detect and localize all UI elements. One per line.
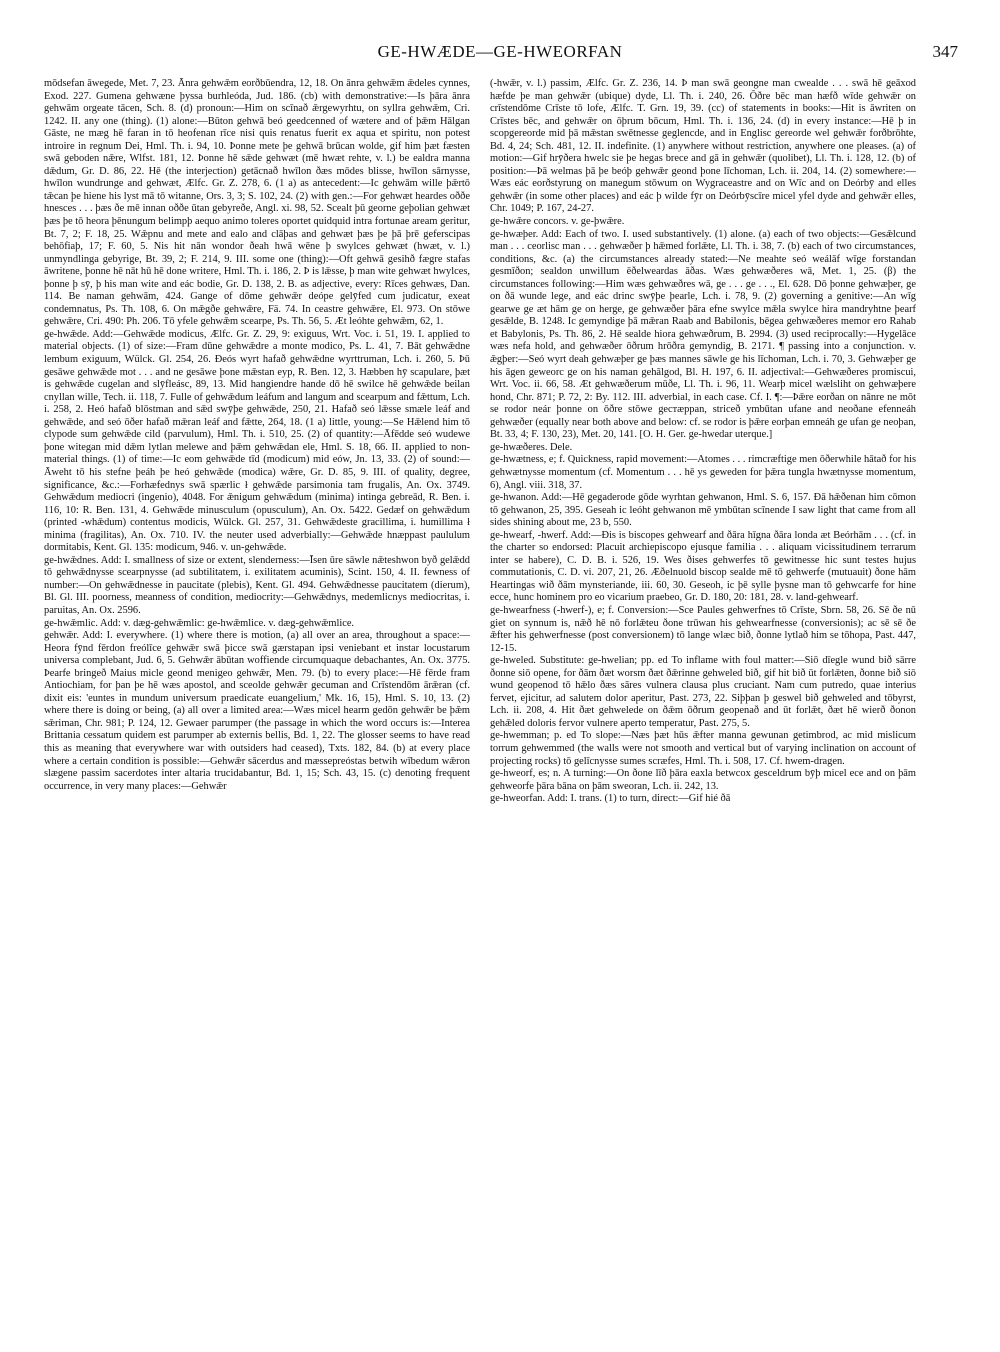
entry-ge-hweorfan: ge-hweorfan. Add: I. trans. (1) to turn, direct:—Gif hié ðā	[490, 793, 731, 805]
entry-ge-hwaether: ge-hwæþer. Add: Each of two. I. used substantively. (1) alone. (a) each of two objects:—Gesǣlcund man . . . ceorlisc man . . . gehwæðer þ hǣmed forlǣte, Ll. Th. i. 38, 7. (b) each of two circumstances, conditions, &c. (a) the circumstances already stated:—Ne meahte seó weálāf wīge forstandan gesmīðon; sealdon unwillum ēðelweardas āðas. Wæs gehwæðeres wā, Met. 1, 25. (β) the circumstances following:—Him wæs gehwæðres wā, ge . . . ge . . ., El. 628. Dō þonne gehwæþer, ge on ðā wunde lege, and eác drinc swȳþe þearle, Lch. i. 78, 9. (2) governing a genitive:—An wīg gearwe ge æt hām ge on herge, ge gehwæðer þāra efne swylce mǣla swylce hira mandryhtne þearf gesǣlde, B. 1248. Ic gemyndige þā mǣran Raab and Babilonis, bēgea gehwæðeres memor ero Rahab et Babylonis, Ps. Th. 86, 2. Hē sealde hiora gehwæðrum, B. 2994. (3) used reciprocally:—Hygelāce wæs nefa hold, and gehwæðer ōðrum hrōðra gemyndig, B. 2171. ¶ passing into a conjunction. v. ǣgþer:—Seó wyrt deah gehwæþer ge þæs mannes sāwle ge his līchoman, Lch. i. 70, 3. Gehwæþer ge his āgen geweorc ge on his naman gehālgod, Bl. H. 197, 6. II. adjectival:—Gehwæðeres promiscui, Wrt. Voc. ii. 66, 58. Æt gehwæðerum mūðe, Ll. Th. i. 96, 11. Wearþ micel wælsliht on gehwæþere hond, Chr. 871; P. 72, 2: By. 112. III. adverbial, in each case. Cf. I. ¶:—Þǣre eorðan on nānre ne mōt se rodor neár þonne on ōðre stōwe geстæppan, striceð ymbūtan ufane and neoðane efenneáh gehwæðer (equally near both above and below: cf. se rodor is þǣre eorþan emneáh ge ufan ge neoþan, Bt. 33, 4; F. 130, 23), Met. 20, 141. [O. H. Ger. ge-hwedar uterque.]	[490, 228, 916, 441]
page-number: 347	[932, 42, 958, 61]
entry-ge-hwaetheres: ge-hwæðeres. Dele.	[490, 441, 573, 453]
left-column	[44, 78, 470, 1340]
entry-gehwaer: gehwǣr. Add: I. everywhere. (1) where there is motion, (a) all over an area, throughout a space:—Heora fȳnd fērdon freólīce gehwǣr swā þicce swā gærstapan ipsi veniebant et instar locustarum universa complebant, Jud. 6, 5. Gehwǣr ābūtan woffiende circumquaque debachantes, An. Ox. 3775. Þearfe bringeð Maius micle geond menigeo gehwǣr, Men. 79. (b) to every place:—Hē fērde fram Antiochiam, for þan þe hē wæs apostol, and sceolde gehwǣr gecuman and Crīstendōm ārǣran (cf. dixit eis: 'euntes in mundum universum praedicate euangelium,' Mk. 16, 15), Hml. S. 10, 13. (2) where there is doing or being, (a) all over a limited area:—Wæs micel hearm gedōn gehwǣr be þǣm sǣriman, Chr. 981; P. 124, 12. Gewaer parumper (the passage in which the word occurs is:—Interea Brittania cessatum quidem est parumper ab externis bellis, Bd. 1, 22. The glosser seems to have read this as meaning that everywhere war with outsiders had ceased), Txts. 182, 84. (b) at every place where a certain condition is possible:—Gehwǣr sācerdus and mæssepreóstas betwih wībedum wǣron slægene passim sacerdotes inter altaria trucidabantur, Bd. 1, 15; Sch. 43, 15. (c) denoting frequent occurrence, in very many places:—Gehwǣr	[44, 630, 470, 792]
entry-ge-hwaetness: ge-hwætness, e; f. Quickness, rapid movement:—Atomes . . . rimcræftige men ōðerwhile hātað for his gehwætnysse momentum (cf. Momentum . . . hē ys geweden for þǣra tungla hwætnysse momentum, 6), Angl. viii. 318, 37.	[490, 454, 916, 491]
entry-continuation-gehwa: mōdsefan āwegede, Met. 7, 23. Ānra gehwǣm eorðbūendra, 12, 18. On ānra gehwǣm ǣdeles cynnes, Exod. 227. Gumena gehwæne þyssa burhleóda, Jud. 186. (cb) with demonstrative:—Is þāra ānra gehwām orgeate tācen, Sch. 8. (d) pronoun:—Him on scīnað ǣrgewyrhtu, on syllra gehwǣm, Cri. 1242. II. any one (thing). (1) alone:—Būton gehwā beó geedcenned of wætere and of þǣm Hālgan Gāste, ne mæg hē faran in tō heofenan rīce nisi quis renatus fuerit ex aqua et spiritu, non potest introire in regnum Dei, Hml. Th. i. 94, 10. Þonne mete þe gehwā brūcan wolde, gif him þæt fæsten swā geboden nǣre, Wlfst. 181, 12. Þonne hē sǣde gehwæt (mē hwæt rehte, v. l.) be ealdra manna dǣdum, Gr. D. 86, 22. Hē (the interjection) getācnað hwīlon ðæs mōdes blisse, hwīlon sārnysse, hwīlon wundrunge and gehwæt, Ælfc. Gr. Z. 278, 6. (1 a) as antecedent:—Ic gehwām wille þǣrtō tǣcan þe hiene his lyst mā tō witanne, Ors. 3, 3; S. 102, 24. (2) with gen.:—For gehwæt heardes oððe hnesces . . . þæs ðe mē innan oððe ūtan gebyreðe, Angl. xi. 98, 52. Scealt þū georne geþolian gehwæt þæs þe tō heora þēnungum belimpþ aequo animo toleres oportet quidquid intra fortunae aream geritur, Bt. 7, 2; F. 18, 25. Wǣpnu and mete and ealo and clāþas and gehwæt þæs þe þā þrē geferscipas behōfiaþ, 17; F. 60, 5. Nis hit nān wondor ðeah hwā wēne þ swylces gehwæt (hwæt, v. l.) unmyndlinga gebyrige, Bt. 39, 2; F. 214, 9. III. some one (thing):—Oft gehwā gesihð fægre stafas āwritene, þonne hē nāt hū hē done writere, Hml. Th. i. 186, 2. Þ is lǣsse, þ man wite gehwæt hwylces, þonne þ sȳ, þ his man wite and eác bodie, Gr. D. 138, 2. B. as adjective, every: Rīces gehwæs, Dan. 114. Be naman gehwām, 424. Gange of dōme gehwǣr deópe gelȳfed cum judicatur, exeat condemnatus, Ps. Th. 108, 6. On mǣgðe gehwǣre, Fä. 74. In ceastre gehwǣre, El. 973. On stōwe gehwǣre, Cri. 490: Ph. 206. Tō yfele gehwǣm scearpe, Ps. Th. 56, 5. Æt leóhte gehwǣm, 62, 1.	[44, 78, 470, 328]
entry-ge-hwaednes: ge-hwǣdnes. Add: I. smallness of size or extent, slenderness:—Īsen ūre sāwle nǣteshwon byð gelǣdd tō gehwǣdnysse scearpnysse (ad subtilitatem, i. exilitatem acuminis), Scint. 150, 4. II. fewness of number:—On gehwǣdnesse in paucitate (plebis), Kent. Gl. 494. Gehwǣdnesse paucitatem (dierum), Bl. Gl. III. poorness, meanness of condition, mediocrity:—Gehwǣdnys, medemlicnys mediocritas, i. paruitas, An. Ox. 2596.	[44, 554, 470, 616]
entry-continuation-gehwaer: (-hwǣr, v. l.) passim, Ælfc. Gr. Z. 236, 14. Þ man swā geongne man cwealde . . . swā hē geāxod hæfde þe man gehwǣr (ubique) dyde, Ll. Th. i. 240, 26. Ōðre bēc man hæfð wīde gehwǣr on crīstendōme Crīste tō lofe, Ælfc. T. Grn. 19, 39. (cc) of statements in books:—Hit is āwriten on Crīstes bēc, and gehwǣr on ōþrum bōcum, Hml. Th. i. 136, 24. (d) in every instance:—Hē þ in scopgereorde mid þā mǣstan swētnesse geglencde, and in Englisc gereorde wel gehwǣr forðbrōhte, Bd. 4, 24; Sch. 481, 12. II. indefinite. (1) anywhere without restriction, anywhere one pleases. (a) of motion:—Gif hrȳðera hwelc sie þe hegas brece and gā in gehwǣr (quolibet), Ll. Th. i. 128, 12. (b) of position:—Þā welmas þā þe beóþ gehwǣr geond þone līchoman, Lch. ii. 204, 14. (2) somewhere:—Wæs eác eorðstyrung on manegum stōwum on Wygraceastre and on Wīc and on Deórbȳ and elles gehwǣr (in some other places) and eác þ wilde fȳr on Deórbȳscīre micel yfel dyde and gehwǣr elles, Chr. 1049; P. 167, 24-27.	[490, 78, 916, 215]
entry-ge-hwanon: ge-hwanon. Add:—Hē gegaderode gōde wyrhtan gehwanon, Hml. S. 6, 157. Ðā hǣðenan him cōmon tō gehwanon, 25, 395. Geseah ic leóht gehwanon mē ymbūtan scīnende I saw light that came from all sides shining about me, 23 b, 550.	[490, 492, 916, 529]
entry-ge-hweorf: ge-hweorf, es; n. A turning:—On ðone līð þāra eaxla betwcox gesceldrum bȳþ micel ece and on þām gehweorfe þāra bāna on þām sweoran, Lch. ii. 242, 13.	[490, 768, 916, 792]
right-column	[490, 78, 916, 1340]
entry-ge-hwearf: ge-hwearf, -hwerf. Add:—Ðis is biscopes gehwearf and ðāra hīgna ðāra londa æt Beórhām . . . (cf. in the charter so endorsed: Placuit archiepiscopo ejusque familia . . . aliquam vicissitudinem terrarum inter se habere), C. D. B. i. 526, 19. Wes ðises gehwerfes tō gewitnesse hic sunt testes hujus commutationis, C. D. vi. 207, 21, 26. Æðelnuold biscop sealde mē tō gehwerfe (mutuauit) ðone hām Heartingas wið ðām mynsteriande, iii. 60, 30. Geseoh, ic þē sylle þysne man tō gehwcarfe for hine ecce, hunc hominem pro eo vicarium praebeo, Gr. D. 180, 20: 181, 28. v. land-gehwearf.	[490, 529, 916, 604]
entry-ge-hwaere: ge-hwǣre concors. v. ge-þwǣre.	[490, 216, 625, 228]
entry-ge-hwaede: ge-hwǣde. Add:—Gehwǣde modicus, Ælfc. Gr. Z. 29, 9: exiguus, Wrt. Voc. i. 51, 19. I. applied to material objects. (1) of size:—Fram dūne gehwǣdre a monte modico, Ps. L. 41, 7. Bāt gehwǣdne lembum exiguum, Wülck. Gl. 254, 26. Ðeós wyrt hafað gehwǣdne wyrttruman, Lch. i. 260, 5. Þū gesāwe gehwǣde mot . . . and ne gesāwe þone mǣstan eyp, R. Ben. 12, 3. Hæbben hȳ scapulare, þæt is gehwǣde cugelan and slȳfleásc, 89, 13. Mid hangiendre hande dō hē swilce hē gehwǣde beilan cnyllan wille, Tech. ii. 118, 7. Fulle of gehwǣdum leáfum and langum and scearpum and fǣttum, Lch. i. 258, 2. Heó hafað blōstman and sǣd swȳþe gehwǣde, 250, 21. Hafað seó lǣsse smæle leáf and gehwǣde, and seó ōðer hafað mǣran leáf and fǣtte, 264, 18. (1 a) little, young:—Se Hǣlend him tō clypode sum gehwǣde cild (parvulum), Hml. Th. i. 510, 25. (2) of quantity:—Āfēdde seó wudewe þone witegan mid dǣm lytlan melewe and þǣm gehwǣdan ele, Hml. S. 18, 66. II. applied to non-material things. (1) of time:—Ic eom gehwǣde tīd (modicum) mid eów, Jn. 13, 33. (2) of sound:—Āweht tō his stefne þeáh þe heó gehwǣde (modica) wǣre, Gr. D. 85, 9. III. of quality, degree, significance, &c.:—Forhæfednys swā spærlic ł gehwǣde parsimonia tam frugalis, An. Ox. 3749. Gehwǣdum mediocri (ingenio), 4048. For ǣnigum gehwǣdum (minima) intinga gebreād, R. Ben. i. 116, 10: R. Ben. 131, 4. Gehwǣde minusculum (opusculum), An. Ox. 5422. Gedæf on gehwǣdum (printed -whǣdum) contentus modicis, Wülck. Gl. 257, 31. Gehwǣdeste gracillima, i. humillima ł minima (fragilitas), An. Ox. 710. IV. the neuter used adverbially:—Gehwǣde hnæppast paululum dormitabis, Kent. Gl. 135: modicum, 946. v. un-gehwǣde.	[44, 328, 470, 554]
entry-ge-hwemman: ge-hwemman; p. ed To slope:—Næs þæt hūs ǣfter manna gewunan getimbrod, ac mid mislicum torrum gehwemmed (the walls were not smooth and vertical but of varying inclination on account of projecting rocks) tō gelīcnysse sumes scræfes, Hml. Th. i. 508, 17. Cf. hwem-dragen.	[490, 730, 916, 767]
entry-ge-hwaemlic: ge-hwǣmlic. Add: v. dæg-gehwǣmlic: ge-hwǣmlice. v. dæg-gehwǣmlice.	[44, 617, 355, 629]
entry-ge-hweled: ge-hweled. Substitute: ge-hwelian; pp. ed To inflame with foul matter:—Siō dīegle wund bið sārre ðonne siō opene, for ðām ðæt worsm ðæt ðǣrinne gehweled bið, gif hit bið ūt forlǣten, ðonne bið siō wund geopenod tō hǣlo ðæs sāres vulnera clausa plus cruciant. Nam cum putredo, quae interius fervet, ejicitur, ad salutem dolor aperitur, Past. 273, 22. Siþþan þ geswel bið gehweled and tōbyrst, Lch. ii. 208, 4. Hit ðæt gehwelede on ðǣm ōðrum geopenað and ūt forlǣt, ðæt hē wierð ðonon gehǣled doloris fervor vulnere aperto temperatur, Past. 275, 5.	[490, 655, 916, 729]
entry-ge-hwearfness: ge-hwearfness (-hwerf-), e; f. Conversion:—Sce Paules gehwerfnes tō Crīste, Sbrn. 58, 26. Sē ðe nū giet on synnum is, nǣð hē nō forlǣteu ðone trūwan his gehwearfnesse (conversionis); ac sē sē ðe ǣfter his gehwerfnesse (post conversionem) tō lange wlæc bið, ðonne lytlað him se tōhopa, Past. 447, 12-15.	[490, 604, 916, 654]
running-title: GE-HWÆDE—GE-HWEORFAN	[377, 42, 623, 61]
page-header	[40, 42, 960, 68]
